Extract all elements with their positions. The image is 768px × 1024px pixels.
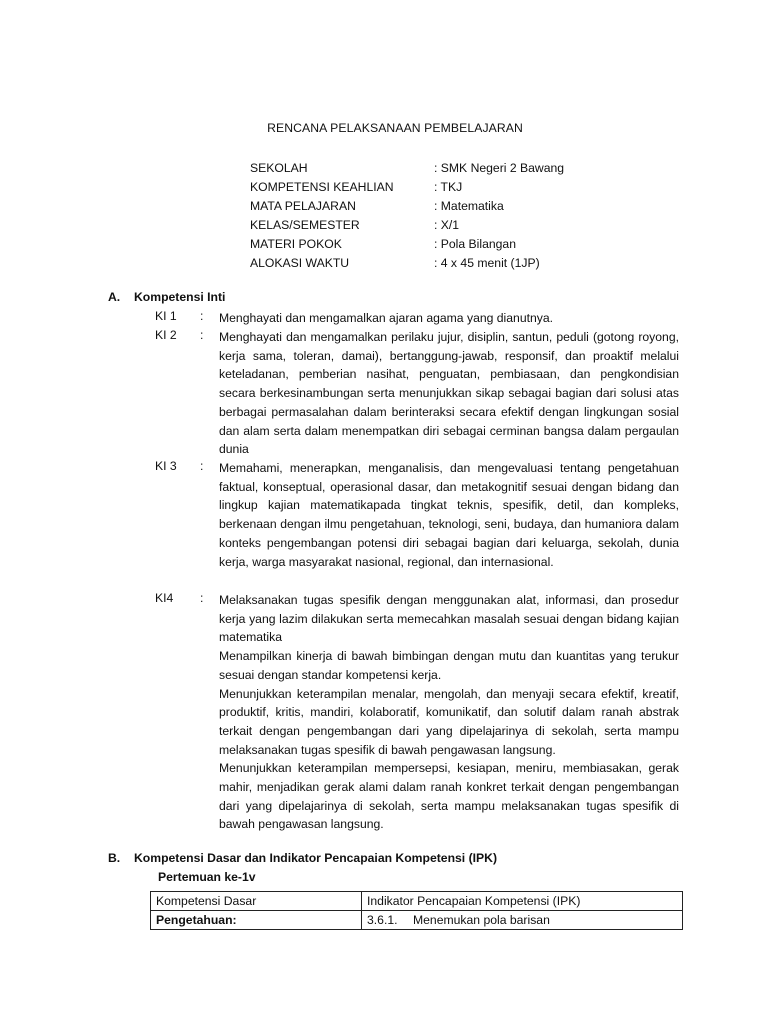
info-row	[250, 254, 590, 273]
ki-paragraph: Menampilkan kinerja di bawah bimbingan dengan mutu dan kuantitas yang terukur sesuai dengan standar kompetensi kerja.	[219, 649, 679, 682]
kd-cell: Pengetahuan:	[151, 911, 362, 930]
ipk-number: 3.6.1.	[367, 913, 398, 927]
info-label: MATERI POKOK	[250, 237, 342, 251]
info-label: SEKOLAH	[250, 161, 308, 175]
info-label: KELAS/SEMESTER	[250, 218, 360, 232]
info-value: : SMK Negeri 2 Bawang	[434, 161, 565, 175]
section-title: Kompetensi Inti	[134, 290, 226, 304]
ki-label: KI 2	[155, 328, 177, 342]
ki-colon: :	[200, 591, 204, 605]
ki-body	[219, 591, 679, 834]
info-value: : Pola Bilangan	[434, 237, 516, 251]
section-letter: B.	[108, 851, 121, 865]
ipk-text: Menemukan pola barisan	[413, 913, 550, 927]
ki-paragraph: Memahami, menerapkan, menganalisis, dan mengevaluasi tentang pengetahuan faktual, konseptual, operasional dasar, dan metakognitif sesuai dengan bidang dan lingkup kajian matematikapada tingkat teknis, spesifik, detil, dan kompleks, berkenaan dengan ilmu pengetahuan, teknologi, seni, budaya, dan humaniora dalam konteks pengembangan potensi diri sebagai bagian dari keluarga, sekolah, dunia kerja, warga masyarakat nasional, regional, dan internasional.	[219, 461, 679, 569]
ki-body	[219, 459, 679, 571]
section-a-heading	[108, 290, 225, 304]
ki-paragraph: Menghayati dan mengamalkan ajaran agama yang dianutnya.	[219, 311, 554, 325]
info-value: : X/1	[434, 218, 460, 232]
table-header-cell: Kompetensi Dasar	[151, 892, 362, 911]
competency-table	[150, 891, 683, 930]
info-row	[250, 216, 590, 235]
section-title: Kompetensi Dasar dan Indikator Pencapaian Kompetensi (IPK)	[134, 851, 498, 865]
info-row	[250, 159, 590, 178]
info-row	[250, 197, 590, 216]
ki-paragraph: Menunjukkan keterampilan menalar, mengolah, dan menyaji secara efektif, kreatif, produktif, kritis, mandiri, kolaboratif, komunikatif, dan solutif dalam ranah abstrak terkait dengan pengembangan dari yang dipelajarinya di sekolah, serta mampu melaksanakan tugas spesifik di bawah pengawasan langsung.	[219, 686, 679, 757]
identity-block	[250, 159, 590, 273]
info-value: : 4 x 45 menit (1JP)	[434, 256, 540, 270]
ki-colon: :	[200, 459, 204, 473]
info-row	[250, 235, 590, 254]
page-title: RENCANA PELAKSANAAN PEMBELAJARAN	[267, 121, 523, 135]
info-row	[250, 178, 590, 197]
ki-colon: :	[200, 309, 204, 323]
ki-body	[219, 328, 679, 459]
ki-paragraph: Menghayati dan mengamalkan perilaku jujur, disiplin, santun, peduli (gotong royong, kerja sama, toleran, damai), bertanggung-jawab, responsif, dan proaktif melalui keteladanan, pemberian nasihat, penguatan, pembiasaan, dan pengkondisian secara berkesinambungan serta menunjukkan sikap sebagai bagian dari solusi atas berbagai permasalahan dalam berinteraksi secara efektif dengan lingkungan sosial dan alam serta dalam menempatkan diri sebagai cerminan bangsa dalam pergaulan dunia	[219, 330, 679, 457]
table-header-cell: Indikator Pencapaian Kompetensi (IPK)	[362, 892, 683, 911]
table-row	[151, 911, 683, 930]
info-value: : Matematika	[434, 199, 504, 213]
section-b-heading	[108, 851, 497, 865]
ki-label: KI 1	[155, 309, 177, 323]
ipk-cell	[362, 911, 683, 930]
table-header-row	[151, 892, 683, 911]
ki-label: KI 3	[155, 459, 177, 473]
ki-paragraph: Menunjukkan keterampilan mempersepsi, kesiapan, meniru, membiasakan, gerak mahir, menjadikan gerak alami dalam ranah konkret terkait dengan pengembangan dari yang dipelajarinya di sekolah, serta mampu melaksanakan tugas spesifik di bawah pengawasan langsung.	[219, 761, 679, 832]
ki-colon: :	[200, 328, 204, 342]
section-letter: A.	[108, 290, 121, 304]
info-value: : TKJ	[434, 180, 463, 194]
info-label: MATA PELAJARAN	[250, 199, 356, 213]
meeting-heading: Pertemuan ke-1v	[158, 870, 256, 884]
info-label: KOMPETENSI KEAHLIAN	[250, 180, 394, 194]
info-label: ALOKASI WAKTU	[250, 256, 350, 270]
ki-body	[219, 309, 679, 328]
ki-label: KI4	[155, 591, 174, 605]
ki-paragraph: Melaksanakan tugas spesifik dengan menggunakan alat, informasi, dan prosedur kerja yang lazim dilakukan serta memecahkan masalah sesuai dengan bidang kajian matematika	[219, 593, 679, 645]
